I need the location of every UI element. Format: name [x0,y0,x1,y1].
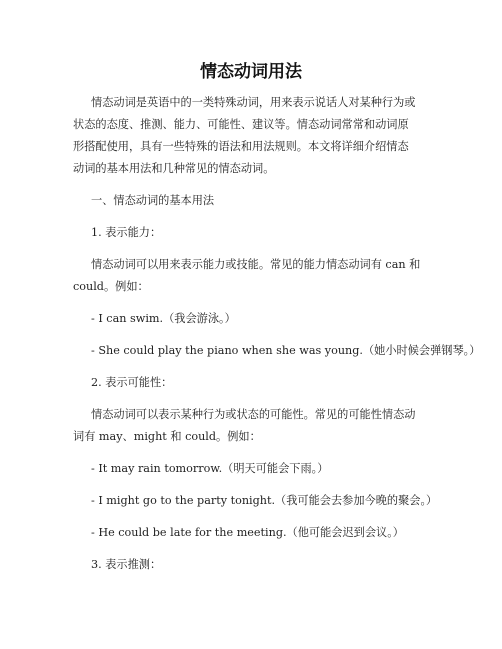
example-item: - She could play the piano when she was young.（她小时候会弹钢琴。） [91,344,481,357]
sub3-heading: 3. 表示推测： [91,558,162,571]
sub1-desc-line: could。例如： [73,280,149,293]
document-title: 情态动词用法 [200,62,302,82]
example-item: - I can swim.（我会游泳。） [91,312,236,325]
example-item: - I might go to the party tonight.（我可能会去参加今晚的聚会。） [91,494,438,507]
example-item: - It may rain tomorrow.（明天可能会下雨。） [91,462,329,475]
intro-line: 形搭配使用，具有一些特殊的语法和用法规则。本文将详细介绍情态 [73,140,409,153]
sub2-description [73,404,433,448]
sub2-heading: 2. 表示可能性： [91,376,173,389]
example-item: - He could be late for the meeting.（他可能会迟到会议。） [91,526,404,539]
sub1-heading: 1. 表示能力： [91,226,162,239]
sub1-desc-line: 情态动词可以用来表示能力或技能。常见的能力情态动词有 can 和 [91,258,421,271]
section-heading: 一、情态动词的基本用法 [91,194,215,207]
sub2-desc-line: 情态动词可以表示某种行为或状态的可能性。常见的可能性情态动 [91,408,416,421]
intro-line: 状态的态度、推测、能力、可能性、建议等。情态动词常常和动词原 [73,118,409,131]
intro-line: 动词的基本用法和几种常见的情态动词。 [73,162,275,175]
sub2-desc-line: 词有 may、might 和 could。例如： [73,430,261,443]
intro-paragraph [73,92,433,180]
intro-line: 情态动词是英语中的一类特殊动词，用来表示说话人对某种行为或 [91,96,416,109]
sub1-description [73,254,433,298]
